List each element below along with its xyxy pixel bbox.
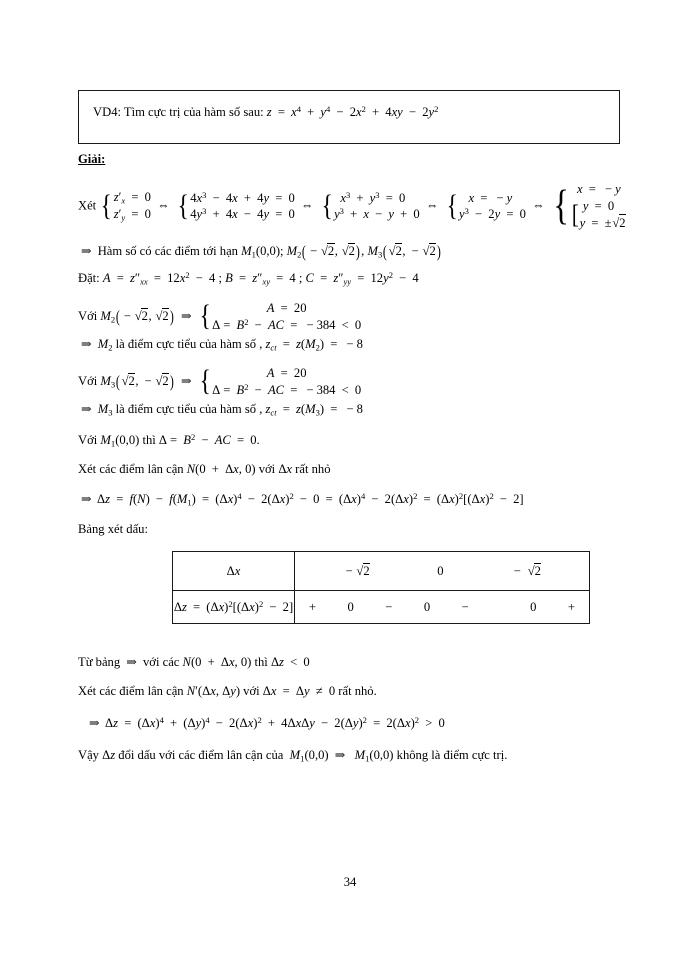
system-1 <box>99 189 151 224</box>
brace-icon: { <box>199 364 211 398</box>
sign-value-4: − <box>461 599 469 614</box>
from-table-line: Từ bảng ⇒ với các N(0 + Δx, 0) thì Δz < 0 <box>78 655 310 669</box>
system-5-sub-rows: y = 0 y = ±√2 <box>579 198 626 231</box>
sign-table-caption: Bảng xét dấu: <box>78 522 148 536</box>
table-row <box>173 591 590 624</box>
system-4 <box>445 190 526 223</box>
neighbor-x-line: Xét các điểm lân cận N(0 + Δx, 0) với Δx rất nhỏ <box>78 462 331 476</box>
page-number: 34 <box>343 875 357 889</box>
m3-system <box>198 365 361 398</box>
header-value-1: 0 <box>437 563 444 578</box>
system-3-rows: $x^3 + y^3 = 0$ $y^3 + x - y + 0$ <box>334 189 420 222</box>
sign-value-3: 0 <box>423 599 431 614</box>
brace-icon: { <box>177 189 189 223</box>
delta-z-x-line: ⇒ $\Delta z = f(N) - f(M_1) = (\Delta x)^4 - 2(\Delta x)^2 - 0 = (\Delta x)^4 - 2(\Delta x)^2 = (\Delta x)^2[(\Delta x)^2 - 2]$ <box>81 491 524 508</box>
bracket-icon: [ <box>571 200 579 230</box>
equiv-icon-1: ⇔ <box>157 198 170 213</box>
sign-table-row-left: $\Delta z = (\Delta x)^2[(\Delta x)^2 - 2]$ <box>173 591 295 624</box>
sign-table-header-left: Δx <box>173 552 295 591</box>
m3-conclusion-line: ⇒ $M_3$ là điểm cực tiểu của hàm số , $z_{ct} = z(M_3)$ = − 8 <box>81 402 363 418</box>
table-row <box>173 552 590 591</box>
delta-z-xy-line: ⇒ $\Delta z = (\Delta x)^4 + (\Delta y)^4 - 2(\Delta x)^2 + 4\Delta x\Delta y - 2(\Delta y)^2 = 2(\Delta x)^2 > 0$ <box>89 715 445 730</box>
equiv-icon-2: ⇔ <box>300 198 314 213</box>
m2-conclusion-line: ⇒ $M_2$ là điểm cực tiểu của hàm số , $z_{ct} = z(M_2)$ = − 8 <box>81 337 363 353</box>
brace-icon: { <box>100 189 113 223</box>
system-1-rows: $z'_x = 0$ $z'_y = 0$ <box>113 189 151 223</box>
header-value-0: − √2 <box>345 564 370 578</box>
system-3 <box>320 190 420 223</box>
m1-delta-line: Với $M_1(0,0)$ thì $\Delta = B^2$ − AC = 0. <box>78 432 260 449</box>
brace-icon: { <box>321 189 333 223</box>
sign-value-5: 0 <box>530 599 537 614</box>
final-conclusion-line: Vậy Δz đổi dấu với các điểm lân cận của $M_1(0,0)$ ⇒ $M_1(0,0)$ không là điểm cực trị. <box>78 748 508 764</box>
system-2 <box>176 190 295 223</box>
sign-table-row-values <box>295 591 590 624</box>
m3-condition-line <box>78 365 361 398</box>
problem-title-box <box>78 90 620 144</box>
m3-label: Với $M_3$( √2, − √2) ⇒ <box>78 371 192 391</box>
system-5 <box>551 181 626 232</box>
equiv-icon-3: ⇔ <box>425 198 439 213</box>
system-4-rows: x = − y $y^3 - 2y = 0$ <box>459 190 526 222</box>
xet-label: Xét <box>78 198 97 213</box>
problem-function: $z = x^4 + y^4 - 2x^2 + 4xy - 2y^2$ <box>266 104 439 119</box>
critical-points-line: ⇒ Hàm số có các điểm tới hạn $M_1(0,0)$; $M_2( - √2$, √2), $M_3$( √2, − √2) <box>81 242 442 261</box>
brace-icon: { <box>446 189 458 223</box>
header-value-2: − √2 <box>513 564 541 578</box>
m2-condition-line <box>78 300 361 333</box>
brace-icon: { <box>199 299 211 333</box>
sign-value-0: + <box>309 599 317 614</box>
critical-system-line <box>78 181 626 232</box>
system-5-rows: x = − y [ y = 0 y = ±√2 <box>571 182 626 231</box>
m2-label: Với $M_2( - √2$, √2) ⇒ <box>78 306 192 326</box>
sign-table-header-values <box>295 552 590 591</box>
brace-icon: { <box>553 183 569 230</box>
problem-label: VD4: Tìm cực trị của hàm số sau: <box>93 104 264 119</box>
equiv-icon-4: ⇔ <box>532 198 545 213</box>
dat-line: Đặt: $A = z''_{xx} = 12x^2 - 4$ ; $B = z''_{xy} = 4$ ; $C = z''_{yy} = 12y^2 - 4$ <box>78 270 419 287</box>
m2-rows: A = 20 $\Delta = B^2$ − AC = − 384 < 0 <box>212 301 362 332</box>
m2-system <box>198 300 361 333</box>
sign-value-2: − <box>385 599 393 614</box>
system-2-rows: $4x^3 - 4x + 4y = 0$ $4y^3 + 4x - 4y = 0$ <box>190 189 295 222</box>
neighbor-xy-line: Xét các điểm lân cận N′(Δx, Δy) với Δx = Δy ≠ 0 rất nhỏ. <box>78 684 377 698</box>
sign-value-6: + <box>567 599 575 614</box>
sign-value-1: 0 <box>347 599 354 614</box>
m3-rows: A = 20 $\Delta = B^2$ − AC = − 384 < 0 <box>212 366 362 397</box>
solution-heading: Giải: <box>78 152 106 166</box>
problem-statement <box>93 104 438 120</box>
sign-table <box>172 551 590 624</box>
